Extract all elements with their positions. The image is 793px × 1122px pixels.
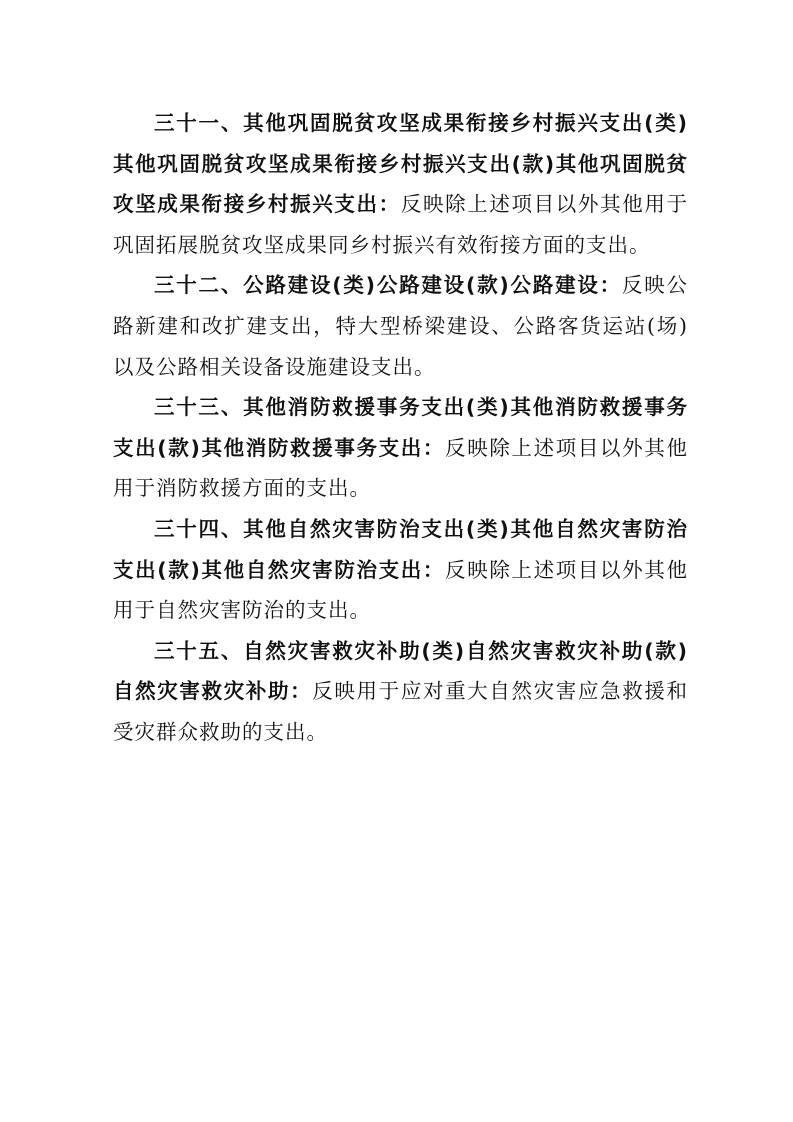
paragraph-item-31 — [113, 103, 688, 265]
paragraph-term: 三十五、自然灾害救灾补助(类)自然灾害救灾补助(款)自然灾害救灾补助： — [113, 638, 688, 704]
paragraph-description: 反映公路新建和改扩建支出，特大型桥梁建设、公路客货运站(场)以及公路相关设备设施建设支出。 — [113, 273, 688, 379]
paragraph-description: 反映用于应对重大自然灾害应急救援和受灾群众救助的支出。 — [113, 679, 689, 744]
paragraph-item-32 — [113, 265, 688, 387]
paragraph-item-34 — [113, 509, 688, 631]
paragraph-term: 三十二、公路建设(类)公路建设(款)公路建设： — [154, 273, 622, 298]
paragraph-term: 三十三、其他消防救援事务支出(类)其他消防救援事务支出(款)其他消防救援事务支出： — [113, 395, 688, 460]
paragraph-description: 反映除上述项目以外其他用于自然灾害防治的支出。 — [113, 557, 688, 623]
paragraph-term: 三十四、其他自然灾害防治支出(类)其他自然灾害防治支出(款)其他自然灾害防治支出： — [113, 516, 688, 582]
paragraph-item-35 — [113, 631, 688, 753]
paragraph-term: 三十一、其他巩固脱贫攻坚成果衔接乡村振兴支出(类)其他巩固脱贫攻坚成果衔接乡村振兴支出(款)其他巩固脱贫攻坚成果衔接乡村振兴支出： — [113, 111, 688, 217]
paragraph-description: 反映除上述项目以外其他用于巩固拓展脱贫攻坚成果同乡村振兴有效衔接方面的支出。 — [113, 192, 689, 257]
document-body — [113, 103, 688, 753]
paragraph-item-33 — [113, 387, 688, 509]
paragraph-description: 反映除上述项目以外其他用于消防救援方面的支出。 — [113, 435, 688, 501]
